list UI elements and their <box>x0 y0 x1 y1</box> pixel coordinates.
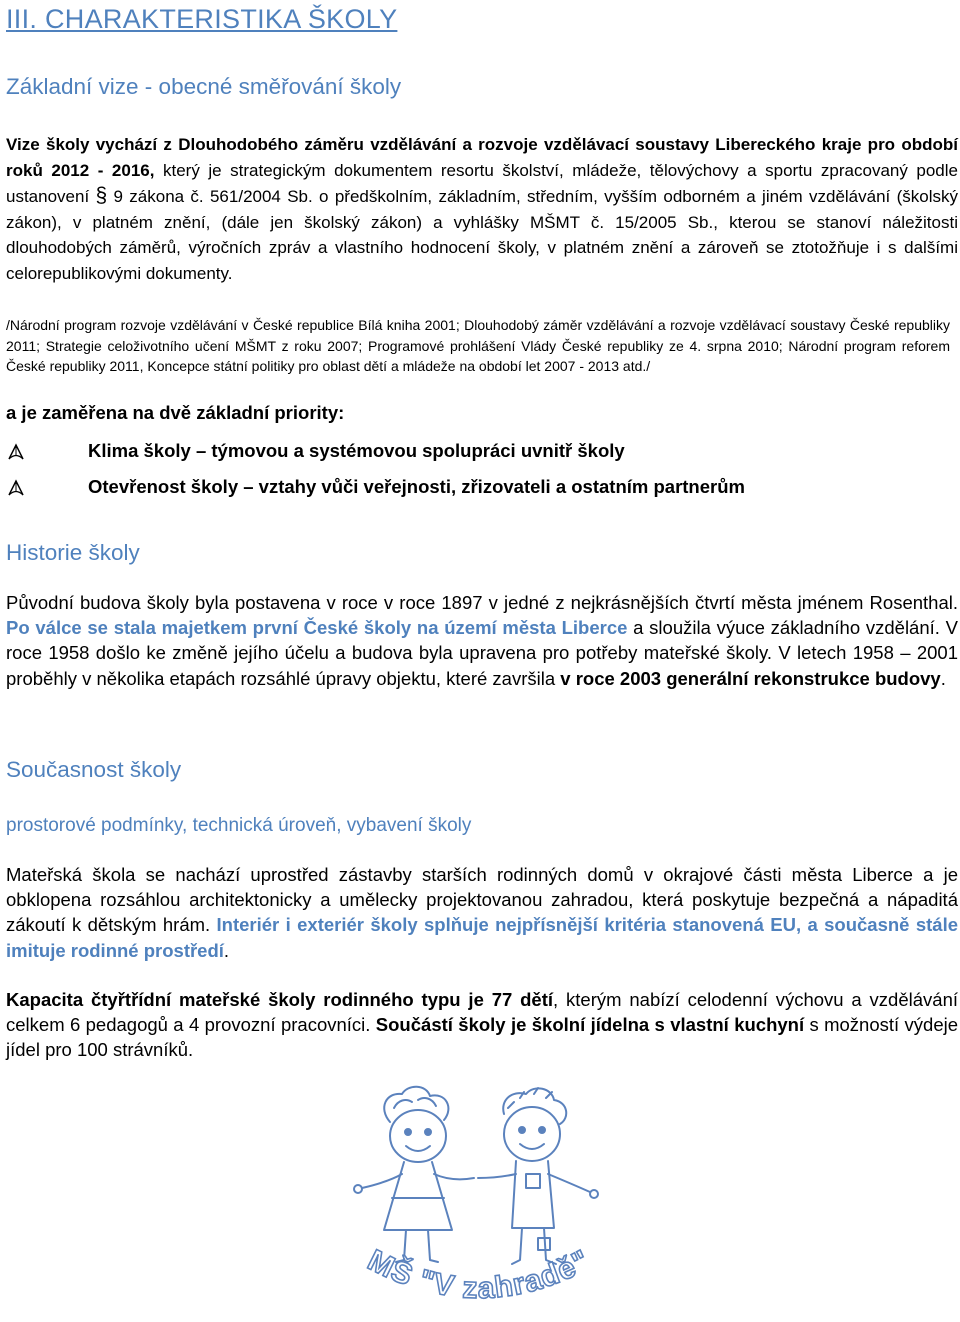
history-heading: Historie školy <box>6 540 140 565</box>
vision-text-1: který je strategickým dokumentem resortu školství, mládeže, tělovýchovy a sportu zpracovaný podle ustanovení <box>6 160 958 207</box>
section-symbol: § <box>95 184 108 208</box>
priority-text: Klima školy – týmovou a systémovou spolupráci uvnitř školy <box>88 440 625 461</box>
school-logo <box>328 1078 630 1318</box>
logo-text <box>363 1244 596 1305</box>
priority-bullet-icon <box>6 478 26 498</box>
history-emphasis-2: v roce 2003 generální rekonstrukce budovy <box>560 667 941 689</box>
documents-note: /Národní program rozvoje vzdělávání v České republice Bílá kniha 2001; Dlouhodobý záměr vzdělávání a rozvoje vzdělávací soustavy České republiky 2011; Strategie celoživotního učení MŠMT z roku 2007; Programové prohlášení Vlády České republiky ze 4. srpna 2010; Národní program reforem České republiky 2011, Koncepce státní politiky pro oblast dětí a mládeže na období let 2007 - 2013 atd./ <box>6 317 950 375</box>
priority-item <box>6 476 956 502</box>
history-text-1: Původní budova školy byla postavena v roce v roce 1897 v jedné z nejkrásnějších čtvrtí města jménem Rosenthal. <box>6 592 958 613</box>
capacity-text: , kterým nabízí celodenní výchovu a vzdělávání celkem 6 pedagogů a 4 provozní pracovníci. <box>6 989 958 1036</box>
priority-item <box>6 440 956 466</box>
history-paragraph <box>6 590 958 691</box>
location-end: . <box>223 939 230 961</box>
vision-heading: Základní vize - obecné směřování školy <box>6 74 402 99</box>
priority-bullet-icon <box>6 442 26 462</box>
history-text-2: a sloužila výuce základního vzdělání. V roce 1958 došlo ke změně jejího účelu a budova byla upravena pro potřeby mateřské školy. V letech 1958 – 2001 proběhly v několika etapách rozsáhlé úpravy objektu, které završila <box>6 617 958 689</box>
priorities-title: a je zaměřena na dvě základní priority: <box>6 402 345 423</box>
capacity-paragraph <box>6 987 958 1063</box>
capacity-emphasis: Kapacita čtyřtřídní mateřské školy rodinného typu je 77 dětí <box>6 989 554 1010</box>
vision-text-3: , kterou se stanoví náležitosti dlouhodobých záměrů, výročních zpráv a vlastního hodnocení školy, v platném znění a zároveň se ztotožňuje i s dalšími celorepublikovými dokumenty. <box>6 212 958 283</box>
history-emphasis-1: Po válce se stala majetkem první České školy na území města Liberce <box>6 617 628 639</box>
location-paragraph <box>6 862 958 963</box>
current-heading: Současnost školy <box>6 757 182 782</box>
page-title: III. CHARAKTERISTIKA ŠKOLY <box>6 4 398 34</box>
priority-text: Otevřenost školy – vztahy vůči veřejnosti, zřizovateli a ostatním partnerům <box>88 476 745 497</box>
kitchen-text: s možností výdeje jídel pro 100 strávníků. <box>6 1014 959 1061</box>
kitchen-emphasis: Součástí školy je školní jídelna s vlastní kuchyní <box>375 1014 805 1036</box>
vision-paragraph <box>6 132 958 287</box>
location-emphasis: Interiér i exteriér školy splňuje nejpřísnější kritéria stanovená EU, a současně stále imituje rodinné prostředí <box>6 914 958 961</box>
location-text: Mateřská škola se nachází uprostřed zástavby starších rodinných domů v okrajové části města Liberce a je obklopena rozsáhlou architektonicky a umělecky projektovanou zahradou, která poskytuje bezpečná a nápaditá zákoutí k dětským hrám. <box>6 864 958 936</box>
vision-lead: Vize školy vychází z Dlouhodobého záměru vzdělávání a rozvoje vzdělávací soustavy Libereckého kraje pro období roků 2012 - 2016, <box>6 135 958 180</box>
current-subheading: prostorové podmínky, technická úroveň, vybavení školy <box>6 815 472 836</box>
vision-text-2: 9 zákona č. 561/2004 Sb. o předškolním, základním, středním, vyšším odborném a jiném vzdělávání (školský zákon), v platném znění, (dále jen školský zákon) a vyhlášky MŠMT č. 15/2005 Sb. <box>6 187 958 232</box>
logo-arc-text: MŠ "V zahradě" <box>362 1243 596 1306</box>
history-text-3: . <box>940 667 946 689</box>
